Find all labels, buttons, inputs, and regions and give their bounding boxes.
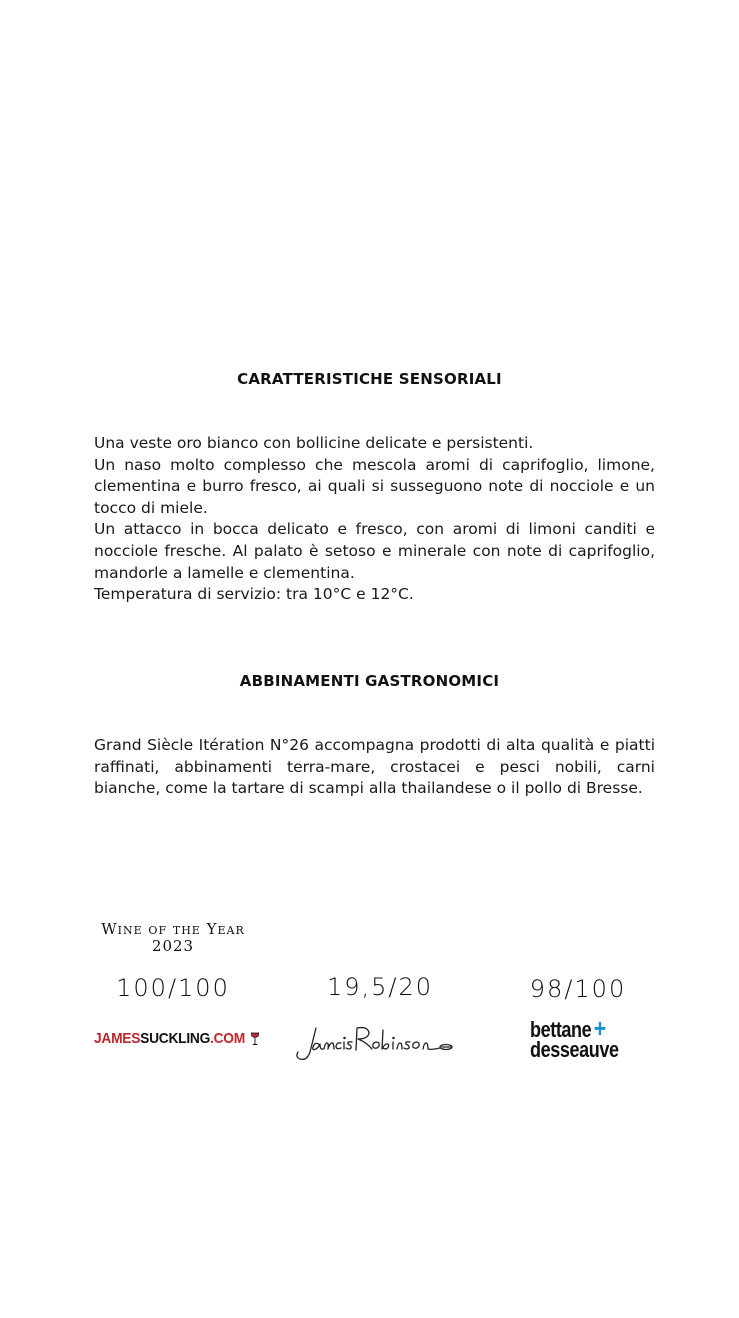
logo-bd-line2: desseauve [530, 1037, 619, 1062]
bettane-desseauve-logo [530, 1013, 619, 1062]
logo-js-com: .COM [210, 1030, 245, 1047]
logo-js-suckling: SUCKLING [140, 1030, 211, 1047]
jancis-robinson-signature-logo [294, 1022, 466, 1064]
plus-icon: + [593, 1013, 606, 1043]
logo-js-james: JAMES [94, 1030, 141, 1047]
award-title-line: Wine of the Year [101, 920, 245, 938]
award-year: 2023 [151, 937, 195, 955]
wine-of-the-year-award [94, 921, 252, 955]
logo-bd-line1: bettane+ [530, 1013, 606, 1043]
score-james-suckling: 100/100 [116, 974, 230, 1002]
score-bettane-desseauve: 98/100 [529, 975, 627, 1003]
sensory-line-nose: Un naso molto complesso che mescola aromi di caprifoglio, limone, clementina e burro fresco, ai quali si susseguono note di nocciole e un tocco di miele. [94, 455, 655, 517]
sensory-line-palate: Un attacco in bocca delicato e fresco, con aromi di limoni canditi e nocciole fresche. Al palato è setoso e minerale con note di caprifoglio, mandorle a lamelle e clementina. [94, 520, 655, 582]
sensory-description [94, 433, 655, 606]
sensory-section-title: CARATTERISTICHE SENSORIALI [237, 370, 502, 388]
sensory-line-appearance: Una veste oro bianco con bollicine delicate e persistenti. [94, 434, 534, 452]
james-suckling-logo [94, 1030, 260, 1047]
sensory-line-temperature: Temperatura di servizio: tra 10°C e 12°C. [94, 585, 414, 604]
wine-glass-icon [250, 1032, 259, 1046]
pairings-section-title: ABBINAMENTI GASTRONOMICI [239, 672, 500, 690]
score-jancis-robinson: 19,5/20 [326, 973, 434, 1001]
pairings-description: Grand Siècle Itération N°26 accompagna prodotti di alta qualità e piatti raffinati, abbinamenti terra-mare, crostacei e pesci nobili, carni bianche, come la tartare di scampi alla thailandese o il pollo di Bresse. [94, 736, 655, 798]
